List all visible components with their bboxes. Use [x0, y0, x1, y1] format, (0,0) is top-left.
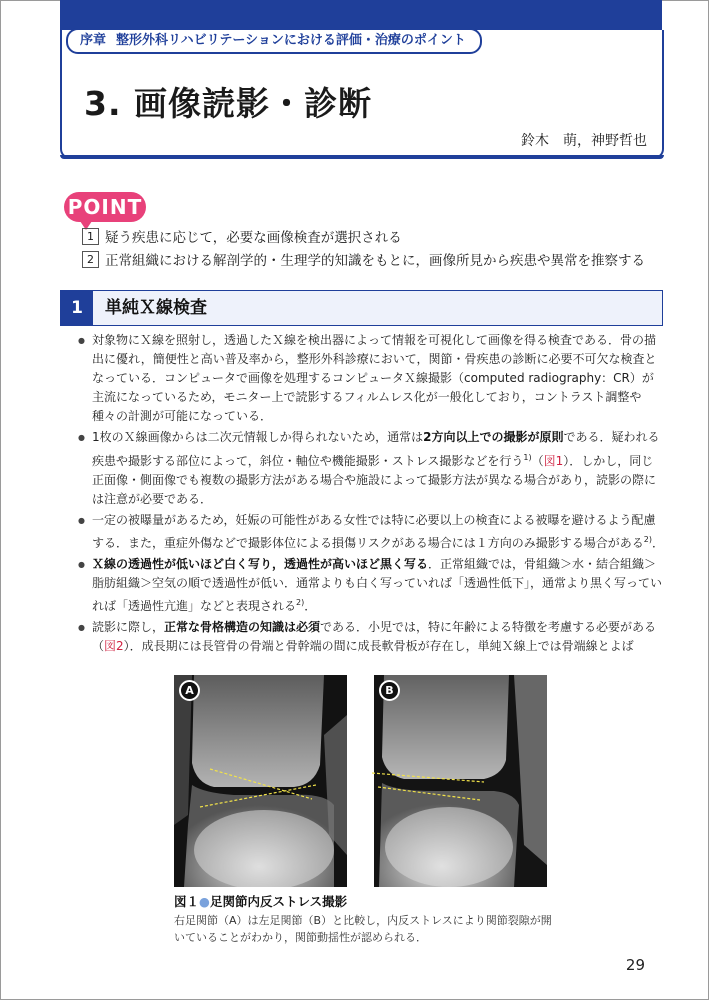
- point-number: 2: [82, 251, 99, 268]
- bullet-emphasis: 2方向以上での撮影が原則: [423, 430, 564, 445]
- bullet-text: 対象物にＸ線を照射し，透過したＸ線を検出器によって情報を可視化して画像を得る検査である．骨の描出に優れ，簡便性と高い普及率から，整形外科診療において，関節・骨疾患の診断に必要不可欠な検査となっている．コンピュータで画像を処理するコンピュータＸ線撮影（computed radiography：CR）が主流になっているため，モニター上で読影するフィルムレス化が一般化しており，コントラスト調整や種々の計測が可能になっている．: [92, 333, 657, 424]
- bullet-text: 読影に際し，: [92, 620, 165, 635]
- figure-number: 図１: [174, 894, 200, 909]
- guide-line-b1: [372, 773, 484, 782]
- figure-1: [174, 675, 547, 887]
- bullet-text: （: [531, 453, 544, 468]
- chapter-banner: [66, 28, 482, 54]
- point-text: 疑う疾患に応じて，必要な画像検査が選択される: [105, 230, 402, 246]
- bullet-text: である．疑われる疾患や撮影する部位によって，斜位・軸位や機能撮影・ストレス撮影などを行う: [92, 430, 660, 468]
- point-number: 1: [82, 228, 99, 245]
- guide-line-b2: [378, 787, 480, 800]
- bullet-text: ．正常組織では，骨組織＞水・結合組織＞脂肪組織＞空気の順で透過性が低い．通常よりも白く写っていれば「透過性低下」，通常より黒く写っていれば「透過性亢進」などと表現される: [92, 557, 663, 614]
- bullet-text: ．: [651, 535, 664, 550]
- guide-lines: [174, 675, 547, 887]
- figure-title: 足関節内反ストレス撮影: [209, 894, 348, 909]
- point-item: [82, 226, 402, 246]
- figure-reference[interactable]: 図1: [543, 453, 564, 468]
- bullet-text: ．: [304, 599, 317, 614]
- point-item: [82, 249, 645, 269]
- bullet-text: 1枚のＸ線画像からは二次元情報しか得られないため，通常は: [92, 430, 424, 445]
- point-text: 正常組織における解剖学的・生理学的知識をもとに，画像所見から疾患や異常を推察する: [105, 253, 645, 269]
- bullet-emphasis: Ｘ線の透過性が低いほど白く写り，透過性が高いほど黒く写る: [92, 557, 429, 572]
- page-number: 29: [625, 956, 645, 974]
- citation: 2): [296, 598, 305, 608]
- header-bottom-bar: [60, 155, 664, 159]
- figure-reference[interactable]: 図2: [104, 639, 124, 654]
- citation: 2): [643, 534, 652, 544]
- bullet-text: ．しかし，同じ正面像・側面像でも複数の撮影方法がある場合や施設によって撮影方法が異なる場合があり，読影の際には注意が必要である．: [92, 453, 657, 506]
- figure-bullet-icon: ●: [199, 894, 210, 909]
- bullet-item: [92, 618, 664, 656]
- guide-line-a1: [210, 769, 312, 799]
- bullet-item: [92, 428, 664, 508]
- figure-caption: 右足関節（A）は左足関節（B）と比較し，内反ストレスにより関節裂隙が開いていることがわかり，関節動揺性が認められる．: [174, 914, 552, 944]
- section-heading: [60, 290, 663, 326]
- panel-label-a: A: [179, 680, 200, 701]
- page-title: 3. 画像読影・診断: [84, 84, 372, 123]
- section-number: 1: [61, 291, 93, 325]
- citation: 1): [523, 452, 532, 462]
- bullet-text: ）: [123, 639, 130, 654]
- chapter-label: 序章: [80, 33, 107, 48]
- bullet-item: [92, 555, 664, 616]
- bullet-emphasis: 正常な骨格構造の知識は必須: [164, 620, 321, 635]
- bullet-text: 一定の被曝量があるため，妊娠の可能性がある女性では特に必要以上の検査による被曝を避けるよう配慮する．また，重症外傷などで撮影体位による損傷リスクがある場合には１方向のみ撮影する場合がある: [92, 512, 656, 550]
- bullet-item: [92, 511, 664, 553]
- authors: 鈴木 萌，神野哲也: [521, 133, 647, 149]
- bullet-text: である．小児では，特に年齢による特徴を考慮する必要がある: [320, 620, 657, 635]
- bullet-text: （: [92, 639, 105, 654]
- point-badge: POINT: [64, 192, 146, 222]
- chapter-title: 整形外科リハビリテーションにおける評価・治療のポイント: [116, 33, 466, 48]
- bullet-list: [92, 331, 664, 659]
- bullet-text: ）: [563, 453, 570, 468]
- panel-label-b: B: [379, 680, 400, 701]
- guide-line-a2: [200, 785, 316, 807]
- bullet-text: ．成長期には長管骨の骨端と骨幹端の間に成長軟骨板が存在し，単純Ｘ線上では骨端線とよば: [129, 639, 634, 654]
- bullet-item: [92, 331, 664, 426]
- section-title: 単純Ｘ線検査: [105, 298, 207, 318]
- figure-caption-title: [174, 892, 347, 910]
